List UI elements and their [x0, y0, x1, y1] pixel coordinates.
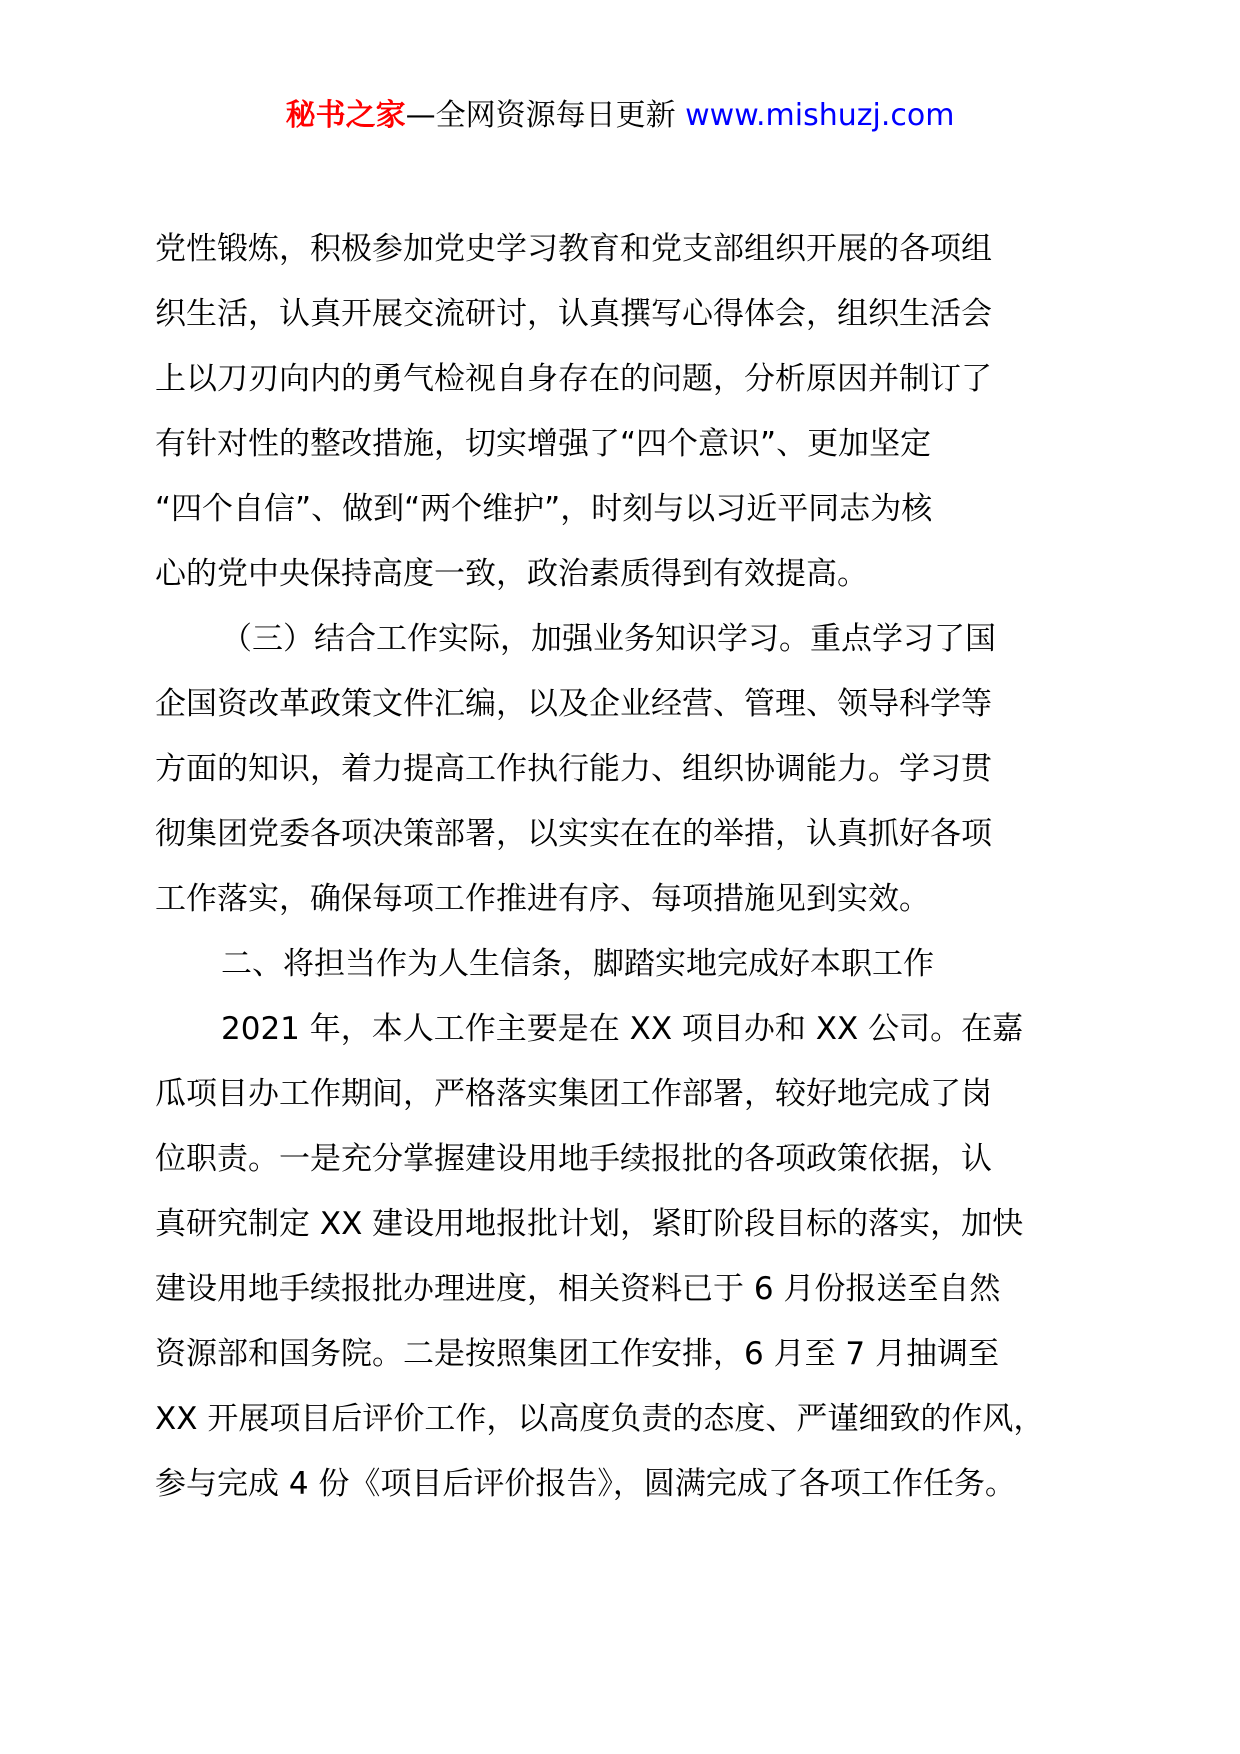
text-line: 瓜项目办工作期间，严格落实集团工作部署，较好地完成了岗	[155, 1076, 992, 1112]
section-heading: （三）结合工作实际，加强业务知识学习。重点学习了国	[221, 621, 996, 657]
text-line: XX 开展项目后评价工作，以高度负责的态度、严谨细致的作风，	[155, 1401, 1045, 1437]
text-line: 位职责。一是充分掌握建设用地手续报批的各项政策依据，认	[155, 1141, 992, 1177]
section-heading: 二、将担当作为人生信条，脚踏实地完成好本职工作	[221, 946, 934, 982]
paragraph-start: 2021 年，本人工作主要是在 XX 项目办和 XX 公司。在嘉	[221, 1011, 1024, 1047]
text-line: 心的党中央保持高度一致，政治素质得到有效提高。	[155, 556, 868, 592]
text-line: 织生活，认真开展交流研讨，认真撰写心得体会，组织生活会	[155, 296, 992, 332]
text-line: 企国资改革政策文件汇编，以及企业经营、管理、领导科学等	[155, 686, 992, 722]
text-line: 资源部和国务院。二是按照集团工作安排，6 月至 7 月抽调至	[155, 1336, 1000, 1372]
text-line: 参与完成 4 份《项目后评价报告》，圆满完成了各项工作任务。	[155, 1466, 1016, 1502]
page-header	[0, 96, 1240, 136]
document-body	[155, 217, 1115, 1517]
text-line: 工作落实，确保每项工作推进有序、每项措施见到实效。	[155, 881, 930, 917]
text-line: 有针对性的整改措施，切实增强了“四个意识”、更加坚定	[155, 426, 932, 462]
text-line: “四个自信”、做到“两个维护”，时刻与以习近平同志为核	[155, 491, 933, 527]
text-line: 方面的知识，着力提高工作执行能力、组织协调能力。学习贯	[155, 751, 992, 787]
brand-name: 秘书之家	[285, 98, 406, 133]
text-line: 真研究制定 XX 建设用地报批计划，紧盯阶段目标的落实，加快	[155, 1206, 1024, 1242]
text-line: 彻集团党委各项决策部署，以实实在在的举措，认真抓好各项	[155, 816, 992, 852]
website-link[interactable]: www.mishuzj.com	[685, 98, 955, 133]
text-line: 党性锻炼，积极参加党史学习教育和党支部组织开展的各项组	[155, 231, 992, 267]
text-line: 建设用地手续报批办理进度，相关资料已于 6 月份报送至自然	[155, 1271, 1001, 1307]
header-tagline: —全网资源每日更新	[405, 98, 676, 133]
text-line: 上以刀刃向内的勇气检视自身存在的问题，分析原因并制订了	[155, 361, 992, 397]
